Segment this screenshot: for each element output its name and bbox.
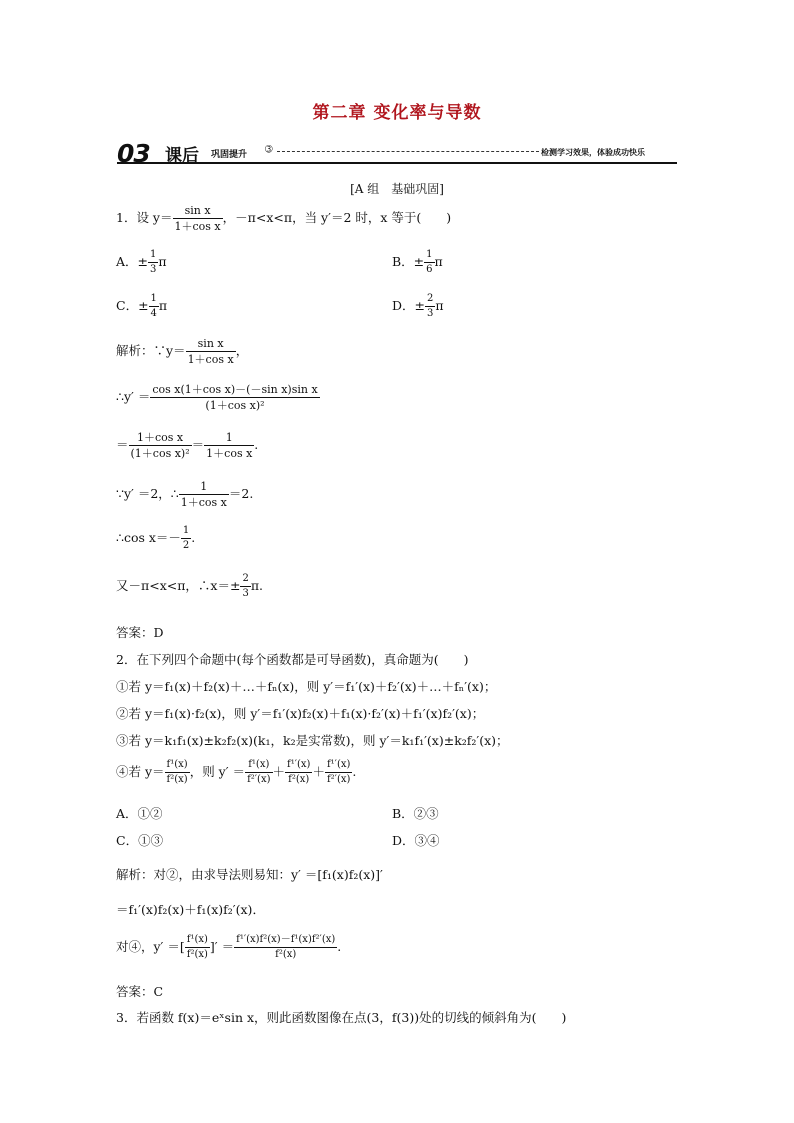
frac-num: f¹′(x) [287,759,311,770]
prop-text: . [352,764,357,779]
analysis-text: ∴cos x＝－ [116,530,181,545]
analysis-fraction [186,338,236,365]
q1-option-d [392,294,444,319]
frac-num: 1 [225,431,233,444]
option-label: B．± [392,254,425,269]
q1-analysis-line-4 [116,481,253,508]
q1-fraction [173,205,223,232]
frac-den: 1＋cos x [180,496,227,509]
q2-option-d: D．③④ [392,833,440,848]
option-fraction [424,250,434,275]
q2-answer: 答案：C [116,984,164,999]
frac-num: 2 [242,573,249,584]
q3-stem: 3．若函数 f(x)＝eˣsin x，则此函数图像在点(3，f(3))处的切线的倾斜角为( ) [116,1010,567,1025]
option-fraction [148,250,158,275]
frac-den: f²(x) [186,949,208,960]
q1-option-b [392,250,443,275]
frac-den: 6 [426,264,433,275]
option-label: D．± [392,298,425,313]
analysis-text: ]′ ＝ [209,939,235,954]
frac-den: f²′(x) [247,774,271,785]
frac-den: 3 [242,588,249,599]
badge-word: 课后 [165,146,199,166]
frac-den: 4 [150,308,157,319]
q1-analysis-line-3 [116,432,258,459]
prop-text: ，则 y′ ＝ [189,764,246,779]
option-fraction [149,294,159,319]
analysis-text: ∵y′ ＝2，∴ [116,486,179,501]
frac-num: sin x [197,337,224,350]
analysis-fraction [185,935,210,960]
frac-den: 3 [150,264,157,275]
analysis-fraction [240,574,250,599]
q2-proposition-1: ①若 y＝f₁(x)＋f₂(x)＋…＋fₙ(x)，则 y′＝f₁′(x)＋f₂′(x)＋…＋fₙ′(x)； [116,679,497,694]
analysis-text: . [191,530,196,545]
option-label: C．± [116,298,149,313]
q2-proposition-3: ③若 y＝k₁f₁(x)±k₂f₂(x)(k₁，k₂是实常数)，则 y′＝k₁f₁′(x)±k₂f₂′(x)； [116,733,509,748]
analysis-text: ∴y′ ＝ [116,389,151,404]
section-banner [117,138,677,168]
frac-num: f¹(x) [248,759,270,770]
frac-den: f²(x) [285,772,312,785]
analysis-text: ＝ [116,437,129,452]
q1-option-c [116,294,167,319]
q2-option-c: C．①③ [116,833,164,848]
analysis-text: . [337,939,342,954]
frac-num: 1 [150,293,157,304]
q1-frac-den: 1＋cos x [174,220,221,233]
q2-analysis-line-2: ＝f₁′(x)f₂(x)＋f₁(x)f₂′(x)． [116,902,265,917]
q1-stem [116,205,451,232]
q1-option-a [116,250,167,275]
frac-den: 1＋cos x [187,353,234,366]
frac-num: 1 [150,249,157,260]
analysis-text: ＝ [191,437,205,452]
q1-analysis-line-5 [116,526,195,551]
frac-num: 1＋cos x [137,431,184,444]
q2-proposition-2: ②若 y＝f₁(x)·f₂(x)，则 y′＝f₁′(x)f₂(x)＋f₁(x)·f₂′(x)＋f₁′(x)f₂′(x)； [116,706,485,721]
analysis-text: π. [250,578,264,593]
q1-analysis-line-1 [116,338,248,365]
analysis-text: 对④，y′ ＝[ [116,939,185,954]
q1-answer: 答案：D [116,625,164,640]
frac-den: f²(x) [166,774,188,785]
frac-num: cos x(1＋cos x)－(－sin x)sin x [152,383,318,396]
prop-text: ＋ [312,764,325,779]
prop-fraction [325,760,352,785]
prop-text: ＋ [272,764,286,779]
badge-number: 03 [117,139,150,168]
analysis-text: ＝2. [228,486,254,501]
q1-suffix: ，－π<x<π，当 y′＝2 时，x 等于( ) [222,210,452,225]
frac-num: f¹′(x)f²(x)－f¹(x)f²′(x) [236,934,336,945]
analysis-fraction [129,432,192,459]
frac-num: f¹(x) [166,759,188,770]
analysis-fraction [179,481,229,508]
frac-den: 3 [427,308,434,319]
q1-analysis-line-2 [116,384,320,411]
frac-den: (1＋cos x)² [130,447,190,460]
analysis-text: ， [235,343,249,358]
option-label: A．± [116,254,149,269]
q2-option-a: A．①② [116,806,163,821]
option-tail: π [158,298,168,313]
q1-frac-num: sin x [184,204,211,217]
section-title: [A 组 基础巩固] [350,182,444,196]
frac-num: 1 [426,249,433,260]
banner-underline [117,162,677,164]
prop-text: ④若 y＝ [116,764,165,779]
chapter-title: 第二章 变化率与导数 [312,103,482,123]
analysis-text: 又－π<x<π，∴x＝± [116,578,241,593]
frac-den: 2 [182,540,190,551]
frac-num: 1 [200,480,208,493]
q1-prefix: 1．设 y＝ [116,210,173,225]
q2-stem: 2．在下列四个命题中(每个函数都是可导函数)，真命题为( ) [116,652,469,667]
analysis-fraction [204,432,254,459]
frac-den: 1＋cos x [206,447,253,460]
q2-analysis-line-1: 解析：对②，由求导法则易知：y′ ＝[f₁(x)f₂(x)]′ [116,867,383,882]
analysis-fraction [234,935,337,960]
banner-slogan: 检测学习效果，体验成功快乐 [541,148,645,157]
frac-num: f¹′(x) [326,759,351,770]
dashed-divider [277,151,539,152]
prop-fraction [285,760,312,785]
option-tail: π [434,254,443,269]
q2-option-b: B．②③ [392,806,439,821]
analysis-text: . [254,437,259,452]
option-tail: π [158,254,167,269]
badge-subtitle: 巩固提升 [211,150,248,160]
option-fraction [425,294,435,319]
q2-proposition-4 [116,760,356,785]
analysis-text: 解析：∵y＝ [116,343,186,358]
frac-den: f²(x) [234,947,337,960]
frac-num: 2 [427,293,434,304]
prop-fraction [245,760,272,785]
circled-arrow-icon: ➂ [265,145,273,155]
q1-analysis-line-6 [116,574,263,599]
q2-analysis-line-3 [116,935,341,960]
frac-den: (1＋cos x)² [150,397,319,411]
analysis-fraction [181,526,191,551]
prop-fraction [165,760,190,785]
frac-num: 1 [182,525,190,536]
frac-den: f²′(x) [326,774,351,785]
frac-num: f¹(x) [186,934,208,945]
analysis-fraction [150,384,319,411]
option-tail: π [435,298,444,313]
